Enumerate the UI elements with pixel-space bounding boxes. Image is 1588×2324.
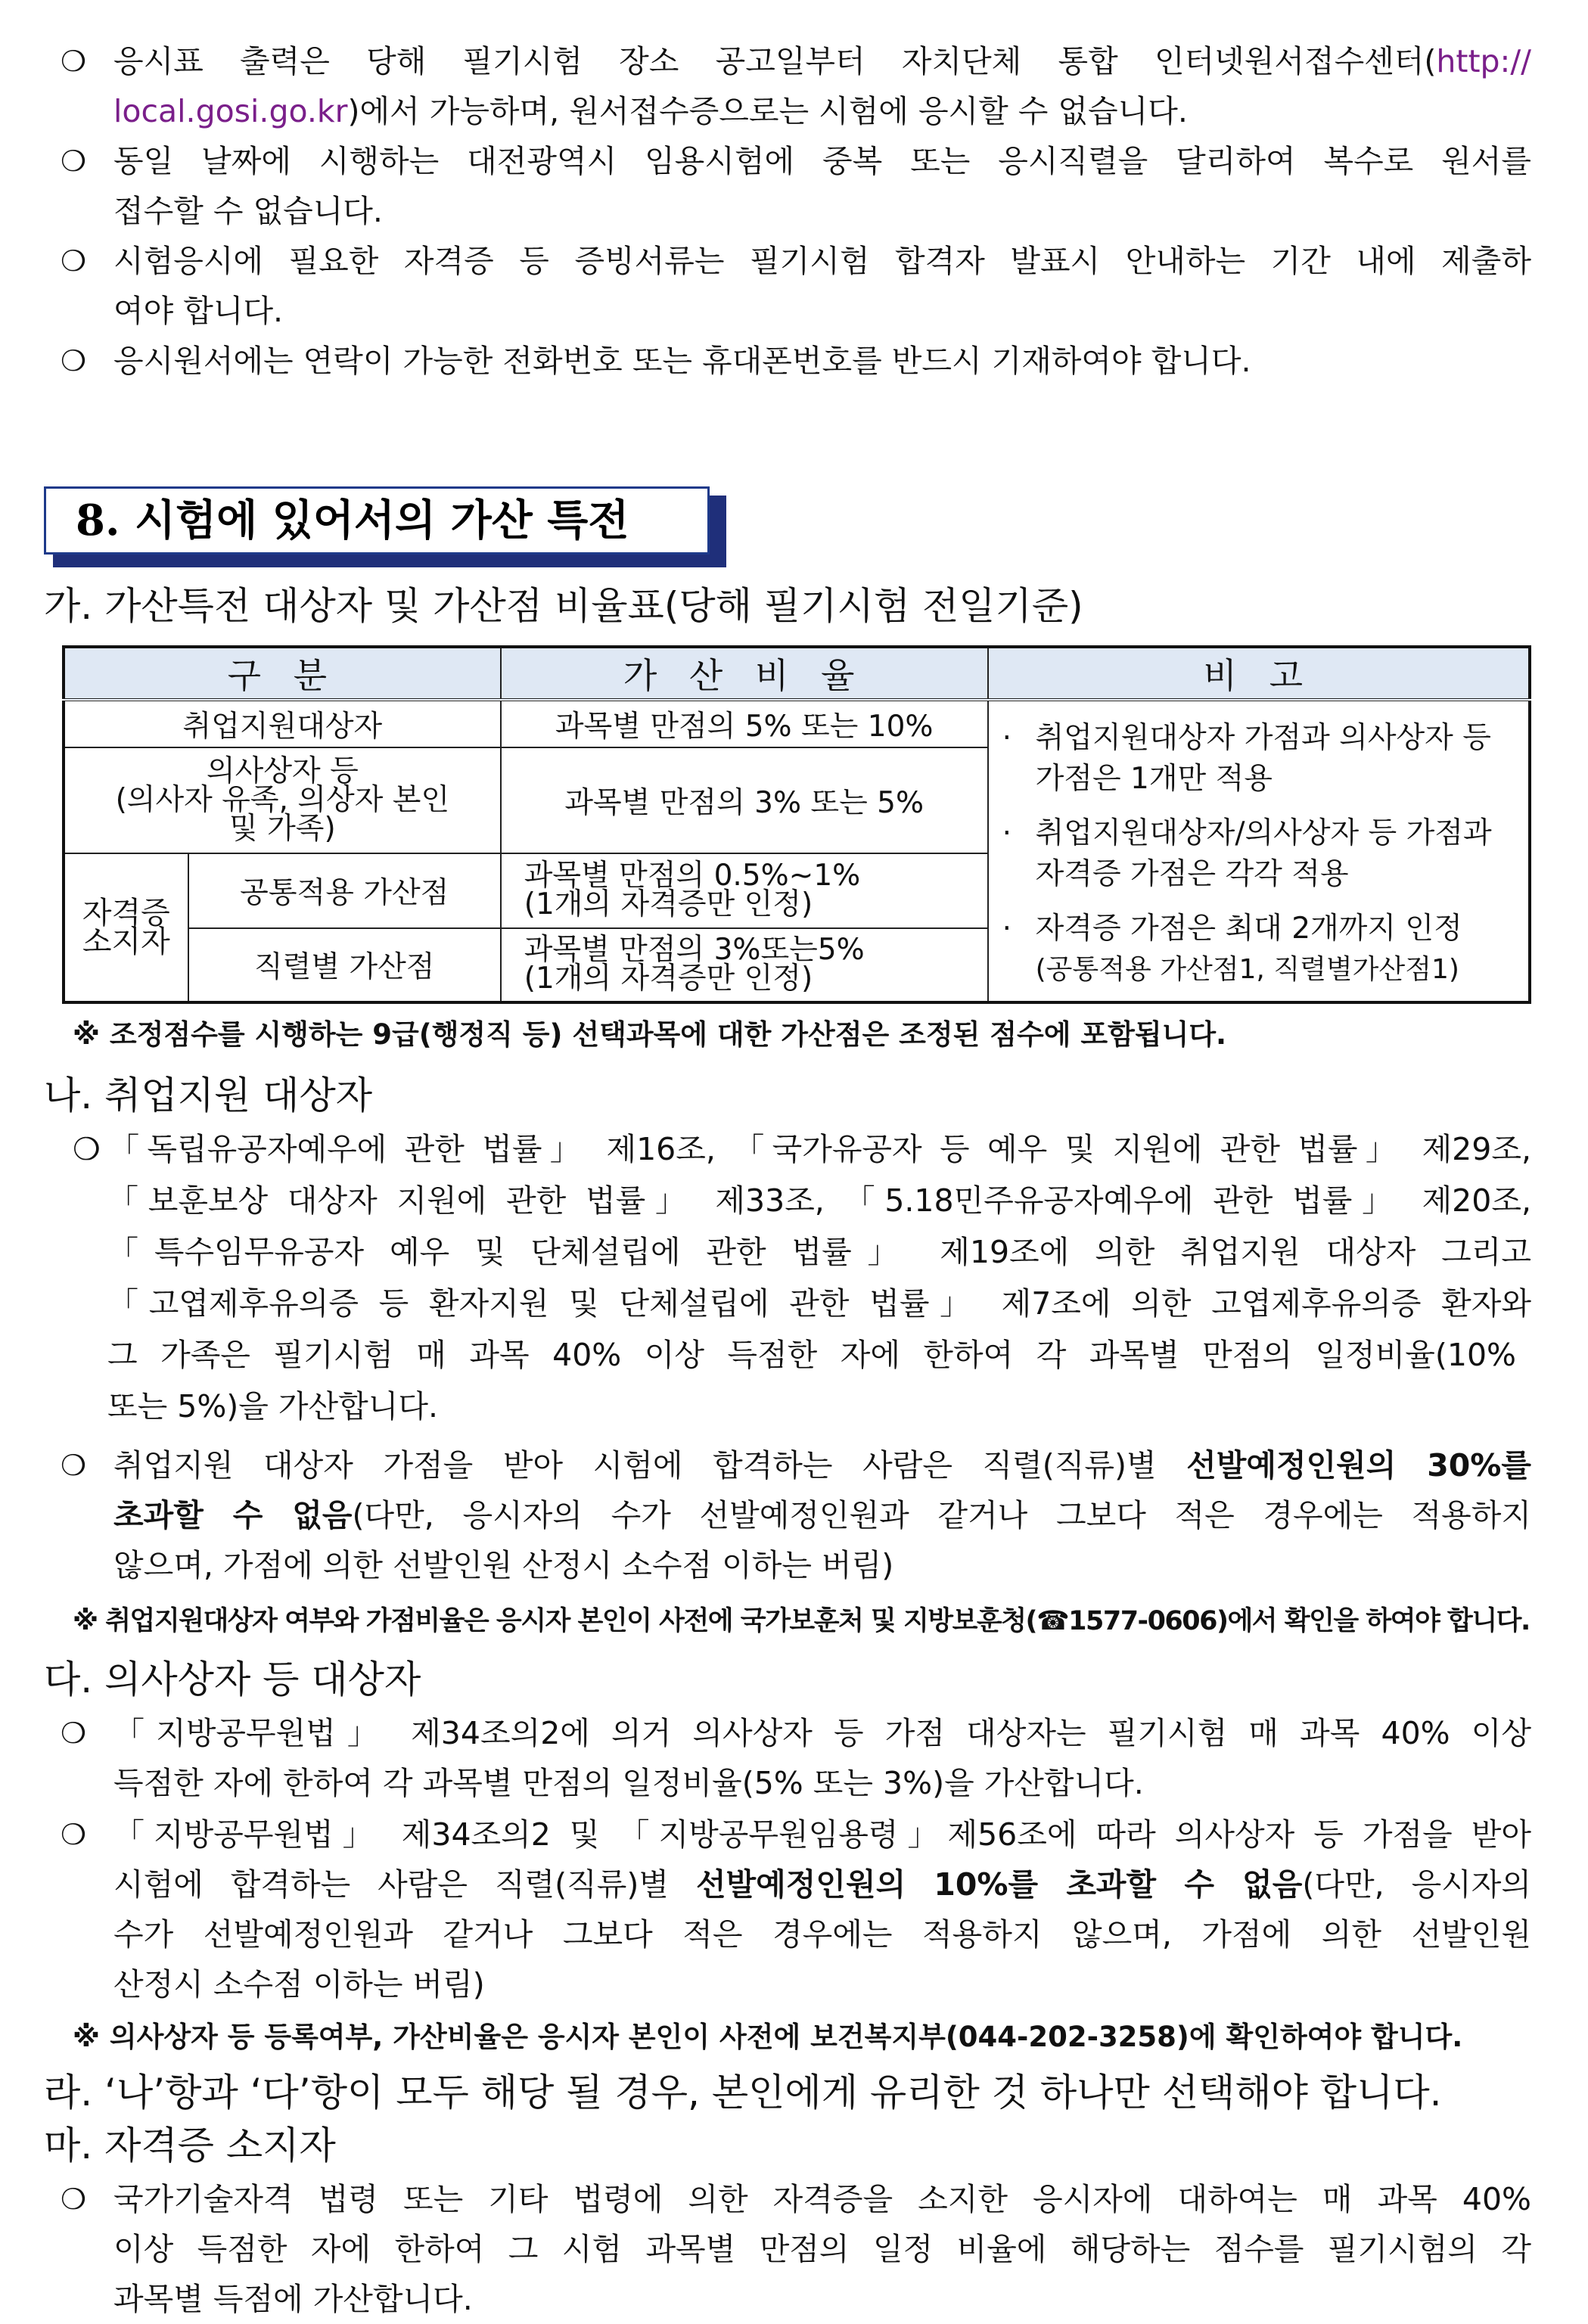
na-limit-bold: 초과할 수 없음 [113, 1497, 353, 1533]
row-rate: 과목별 만점의 3% 또는 5% [501, 747, 988, 854]
row-label: 직렬별 가산점 [188, 928, 501, 1002]
row-group: 자격증 소지자 [64, 853, 188, 1002]
sub-heading-ra: 라. ‘나’항과 ‘다’항이 모두 해당 될 경우, 본인에게 유리한 것 하나만 선택해야 합니다. [44, 2071, 1442, 2114]
remark-item: · 취업지원대상자/의사상자 등 가점과 자격증 가점은 각각 적용 [999, 813, 1518, 895]
sub-heading-ga: 가. 가산특전 대상자 및 가산점 비율표(당해 필기시험 전일기준) [44, 584, 1083, 628]
da-note: ※ 의사상자 등 등록여부, 가산비율은 응시자 본인이 사전에 보건복지부(044-202-3258)에 확인하여야 합니다. [73, 2021, 1463, 2053]
intro-text: )에서 가능하며, 원서접수증으로는 시험에 응시할 수 없습니다. [347, 93, 1188, 129]
gosi-link-part2[interactable]: local.gosi.go.kr [113, 93, 348, 129]
na-note: ※ 취업지원대상자 여부와 가점비율은 응시자 본인이 사전에 국가보훈처 및 지방보훈청(☎1577-0606)에서 확인을 하여야 합니다. [73, 1606, 1530, 1636]
row-rate: 과목별 만점의 0.5%~1% (1개의 자격증만 인정) [501, 853, 988, 927]
bullet-circle-icon: ❍ [61, 144, 87, 178]
header-remark: 비 고 [988, 647, 1530, 700]
bullet-circle-icon: ❍ [61, 1449, 87, 1482]
na-para-line: 그 가족은 필기시험 매 과목 40% 이상 득점한 자에 한하여 각 과목별 만점의 일정비율(10% [107, 1337, 1516, 1373]
row-label: 공통적용 가산점 [188, 853, 501, 927]
bullet-circle-icon: ❍ [61, 244, 87, 278]
row-rate: 과목별 만점의 5% 또는 10% [501, 700, 988, 747]
bullet-circle-icon: ❍ [61, 1717, 87, 1750]
bullet-circle-icon: ❍ [61, 45, 87, 78]
header-rate: 가 산 비 율 [501, 647, 988, 700]
intro-text: 여야 합니다. [113, 293, 284, 329]
intro-text: 응시원서에는 연락이 가능한 전화번호 또는 휴대폰번호를 반드시 기재하여야 합니다. [113, 343, 1251, 379]
sub-heading-ma: 마. 자격증 소지자 [44, 2124, 336, 2167]
row-label: 의사상자 등 (의사자 유족, 의상자 본인 및 가족) [64, 747, 501, 854]
na-para-line: 「특수임무유공자 예우 및 단체설립에 관한 법률」 제19조에 의한 취업지원 대상자 그리고 [107, 1234, 1531, 1270]
bullet-circle-icon: ❍ [61, 344, 87, 377]
intro-bullet-1 [62, 36, 1531, 136]
section-title: 8. 시험에 있어서의 가산 특전 [76, 496, 629, 545]
header-category: 구 분 [64, 647, 501, 700]
row-rate: 과목별 만점의 3%또는5% (1개의 자격증만 인정) [501, 928, 988, 1002]
sub-heading-da: 다. 의사상자 등 대상자 [44, 1658, 421, 1701]
na-para-line: ❍「독립유공자예우에 관한 법률」 제16조, 「국가유공자 등 예우 및 지원에 관한 법률」 제29조, [73, 1131, 1531, 1167]
remark-item: · 자격증 가점은 최대 2개까지 인정 [999, 909, 1518, 949]
remark-item: · 취업지원대상자 가점과 의사상자 등 가점은 1개만 적용 [999, 718, 1518, 800]
intro-text: 시험응시에 필요한 자격증 등 증빙서류는 필기시험 합격자 발표시 안내하는 기간 내에 제출하 [113, 243, 1531, 279]
bonus-rate-table [62, 645, 1531, 1004]
na-limit-bold: 선발예정인원의 30%를 [1186, 1447, 1531, 1484]
intro-text: 동일 날짜에 시행하는 대전광역시 임용시험에 중복 또는 응시직렬을 달리하여 복수로 원서를 [113, 143, 1531, 179]
remarks-cell [988, 700, 1530, 1002]
bullet-circle-icon: ❍ [61, 2183, 87, 2216]
gosi-link-part1[interactable]: http:// [1436, 43, 1531, 79]
na-para-line: 「고엽제후유의증 등 환자지원 및 단체설립에 관한 법률」 제7조에 의한 고엽제후유의증 환자와 [107, 1285, 1531, 1322]
intro-text: 응시표 출력은 당해 필기시험 장소 공고일부터 자치단체 통합 인터넷원서접수센터( [113, 43, 1437, 79]
remark-sub: (공통적용 가산점1, 직렬별가산점1) [1035, 954, 1459, 986]
row-label: 취업지원대상자 [64, 700, 501, 747]
table-note: ※ 조정점수를 시행하는 9급(행정직 등) 선택과목에 대한 가산점은 조정된 점수에 포함됩니다. [73, 1018, 1227, 1051]
na-para-line: 「보훈보상 대상자 지원에 관한 법률」 제33조, 「5.18민주유공자예우에 관한 법률」 제20조, [107, 1182, 1531, 1219]
intro-text: 접수할 수 없습니다. [113, 193, 383, 229]
na-para-line: 또는 5%)을 가산합니다. [107, 1388, 438, 1425]
sub-heading-na: 나. 취업지원 대상자 [44, 1073, 373, 1117]
bullet-circle-icon: ❍ [61, 1818, 87, 1851]
da-limit-bold: 선발예정인원의 10%를 초과할 수 없음 [695, 1866, 1303, 1903]
